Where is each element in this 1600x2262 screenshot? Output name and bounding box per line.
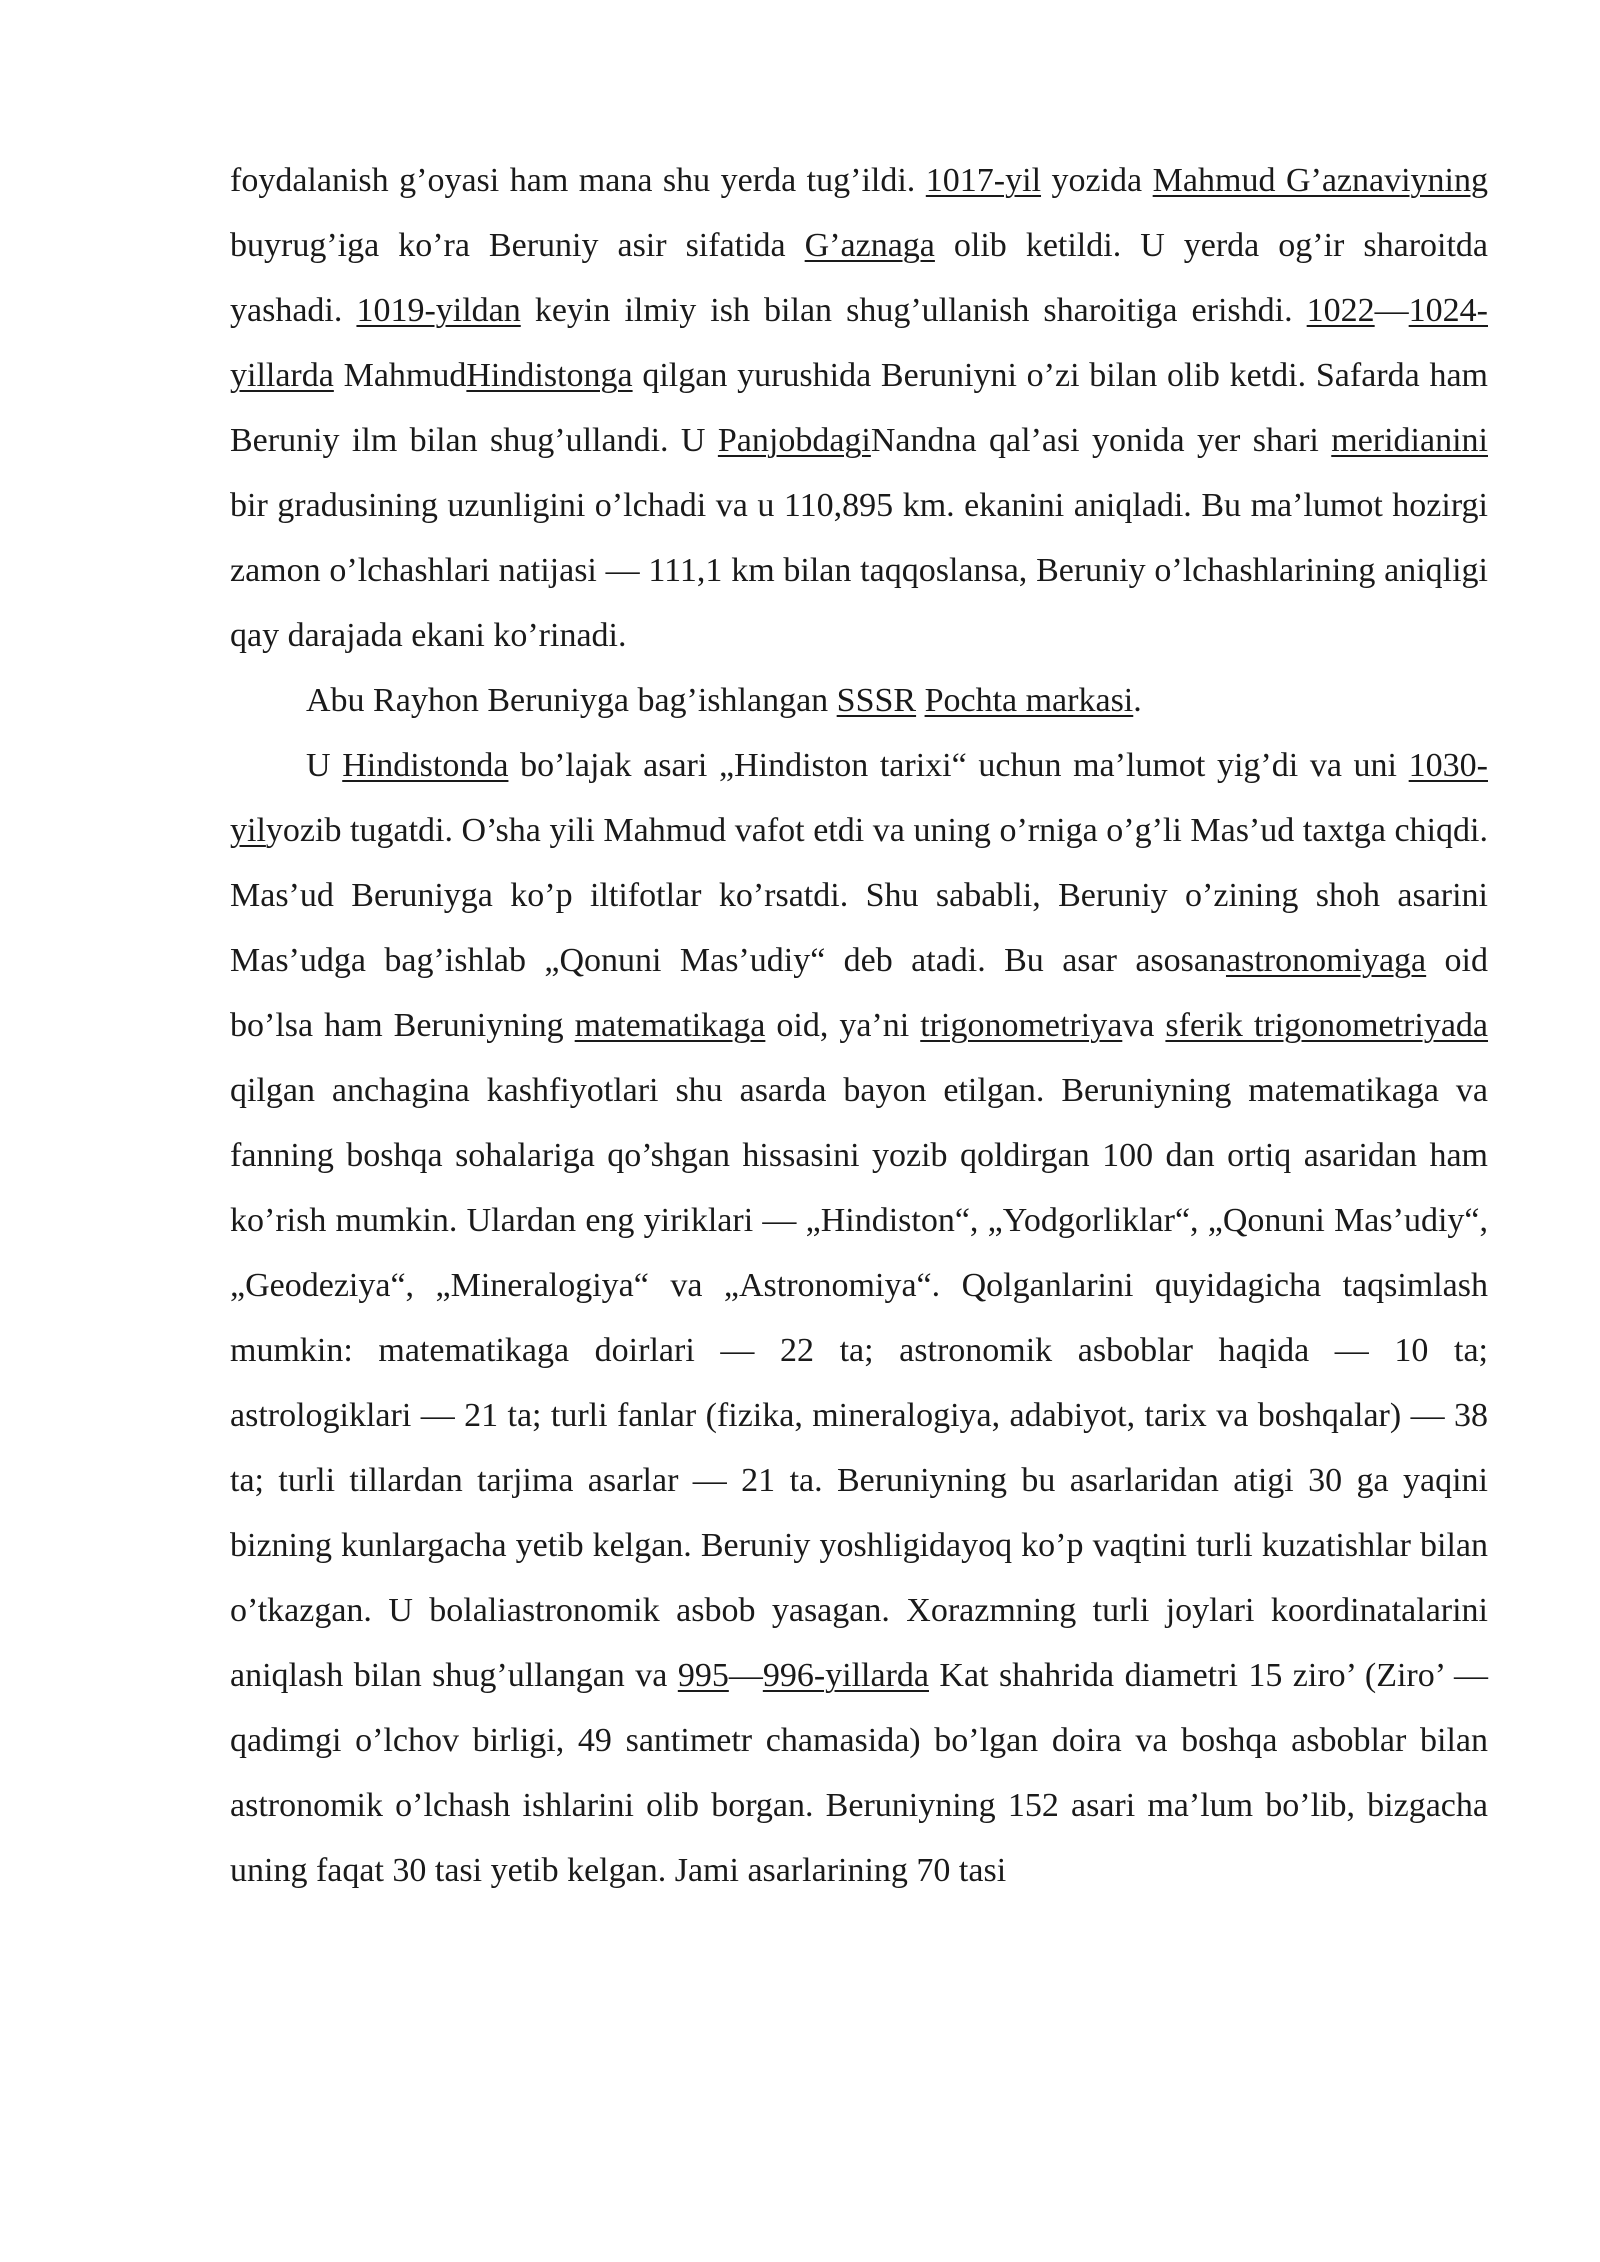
document-body xyxy=(230,148,1488,1903)
text-run: buyrug’iga ko’ra Beruniy asir sifatida xyxy=(230,227,805,264)
text-run: oid, ya’ni xyxy=(765,1007,921,1044)
text-run: — xyxy=(1374,292,1409,329)
text-run: foydalanish g’oyasi ham mana shu yerda tug’ildi. xyxy=(230,162,926,199)
hyperlink[interactable]: Hindistonga xyxy=(466,357,633,394)
hyperlink[interactable]: 1030-yil xyxy=(230,747,1488,849)
hyperlink[interactable]: matematikaga xyxy=(574,1007,766,1044)
hyperlink[interactable]: 996-yillarda xyxy=(762,1657,929,1694)
paragraph xyxy=(230,733,1488,1903)
text-run: Abu Rayhon Beruniyga bag’ishlangan xyxy=(306,682,837,719)
hyperlink[interactable]: sferik trigonometriyada xyxy=(1165,1007,1489,1044)
text-run: olib ketildi. U yerda og’ir sharoitda yashadi. xyxy=(230,227,1488,329)
text-run: bir gradusining uzunligini o’lchadi va u 110,895 km. ekanini aniqladi. Bu ma’lumot hozirgi zamon o’lchashlari natijasi — 111,1 km bilan taqqoslansa, Beruniy o’lchashlarining aniqligi qay darajada ekani ko’rinadi. xyxy=(230,487,1488,654)
hyperlink[interactable]: 995 xyxy=(677,1657,729,1694)
hyperlink[interactable]: Panjobdagi xyxy=(717,422,871,459)
hyperlink[interactable]: meridianini xyxy=(1331,422,1488,459)
hyperlink[interactable]: Hindistonda xyxy=(342,747,509,784)
text-run: Kat shahrida diametri 15 ziro’ (Ziro’ — qadimgi o’lchov birligi, 49 santimetr chamasida) bo’lgan doira va boshqa asboblar bilan astronomik o’lchash ishlarini olib borgan. Beruniyning 152 asari ma’lum bo’lib, bizgacha uning faqat 30 tasi yetib kelgan. Jami asarlarining 70 tasi xyxy=(230,1657,1488,1889)
paragraph xyxy=(230,148,1488,668)
text-run: Nandna qal’asi yonida yer shari xyxy=(870,422,1332,459)
hyperlink[interactable]: 1019-yildan xyxy=(356,292,521,329)
text-run: . xyxy=(1133,682,1142,719)
text-run: bo’lajak asari „Hindiston tarixi“ uchun ma’lumot yig’di va uni xyxy=(508,747,1409,784)
text-run: keyin ilmiy ish bilan shug’ullanish sharoitiga erishdi. xyxy=(520,292,1307,329)
hyperlink[interactable]: G’aznaga xyxy=(804,227,935,264)
text-run: va xyxy=(1122,1007,1166,1044)
hyperlink[interactable]: 1022 xyxy=(1306,292,1375,329)
paragraph xyxy=(230,668,1488,733)
text-run: qilgan yurushida Beruniyni o’zi bilan olib ketdi. Safarda ham Beruniy ilm bilan shug’ullandi. U xyxy=(230,357,1488,459)
text-run: Mahmud xyxy=(333,357,467,394)
text-run: oid bo’lsa ham Beruniyning xyxy=(230,942,1488,1044)
hyperlink[interactable]: Pochta markasi xyxy=(924,682,1134,719)
text-run: yozida xyxy=(1041,162,1153,199)
text-run xyxy=(916,682,925,719)
hyperlink[interactable]: 1024-yillarda xyxy=(230,292,1488,394)
hyperlink[interactable]: SSSR xyxy=(836,682,917,719)
hyperlink[interactable]: 1017-yil xyxy=(925,162,1042,199)
text-run: yozib tugatdi. O’sha yili Mahmud vafot etdi va uning o’rniga o’g’li Mas’ud taxtga chiqdi. Mas’ud Beruniyga ko’p iltifotlar ko’rsatdi. Shu sababli, Beruniy o’zining shoh asarini Mas’udga bag’ishlab „Qonuni Mas’udiy“ deb atadi. Bu asar asosan xyxy=(230,812,1488,979)
text-run: U xyxy=(306,747,343,784)
hyperlink[interactable]: Mahmud G’aznaviyning xyxy=(1152,162,1488,199)
hyperlink[interactable]: trigonometriya xyxy=(920,1007,1123,1044)
text-run: — xyxy=(728,1657,763,1694)
hyperlink[interactable]: astronomiyaga xyxy=(1225,942,1427,979)
text-run: qilgan anchagina kashfiyotlari shu asarda bayon etilgan. Beruniyning matematikaga va fanning boshqa sohalariga qo’shgan hissasini yozib qoldirgan 100 dan ortiq asaridan ham ko’rish mumkin. Ulardan eng yiriklari — „Hindiston“, „Yodgorliklar“, „Qonuni Mas’udiy“, „Geodeziya“, „Mineralogiya“ va „Astronomiya“. Qolganlarini quyidagicha taqsimlash mumkin: matematikaga doirlari — 22 ta; astronomik asboblar haqida — 10 ta; astrologiklari — 21 ta; turli fanlar (fizika, mineralogiya, adabiyot, tarix va boshqalar) — 38 ta; turli tillardan tarjima asarlar — 21 ta. Beruniyning bu asarlaridan atigi 30 ga yaqini bizning kunlargacha yetib kelgan. Beruniy yoshligidayoq ko’p vaqtini turli kuzatishlar bilan o’tkazgan. U bolaliastronomik asbob yasagan. Xorazmning turli joylari koordinatalarini aniqlash bilan shug’ullangan va xyxy=(230,1072,1488,1694)
